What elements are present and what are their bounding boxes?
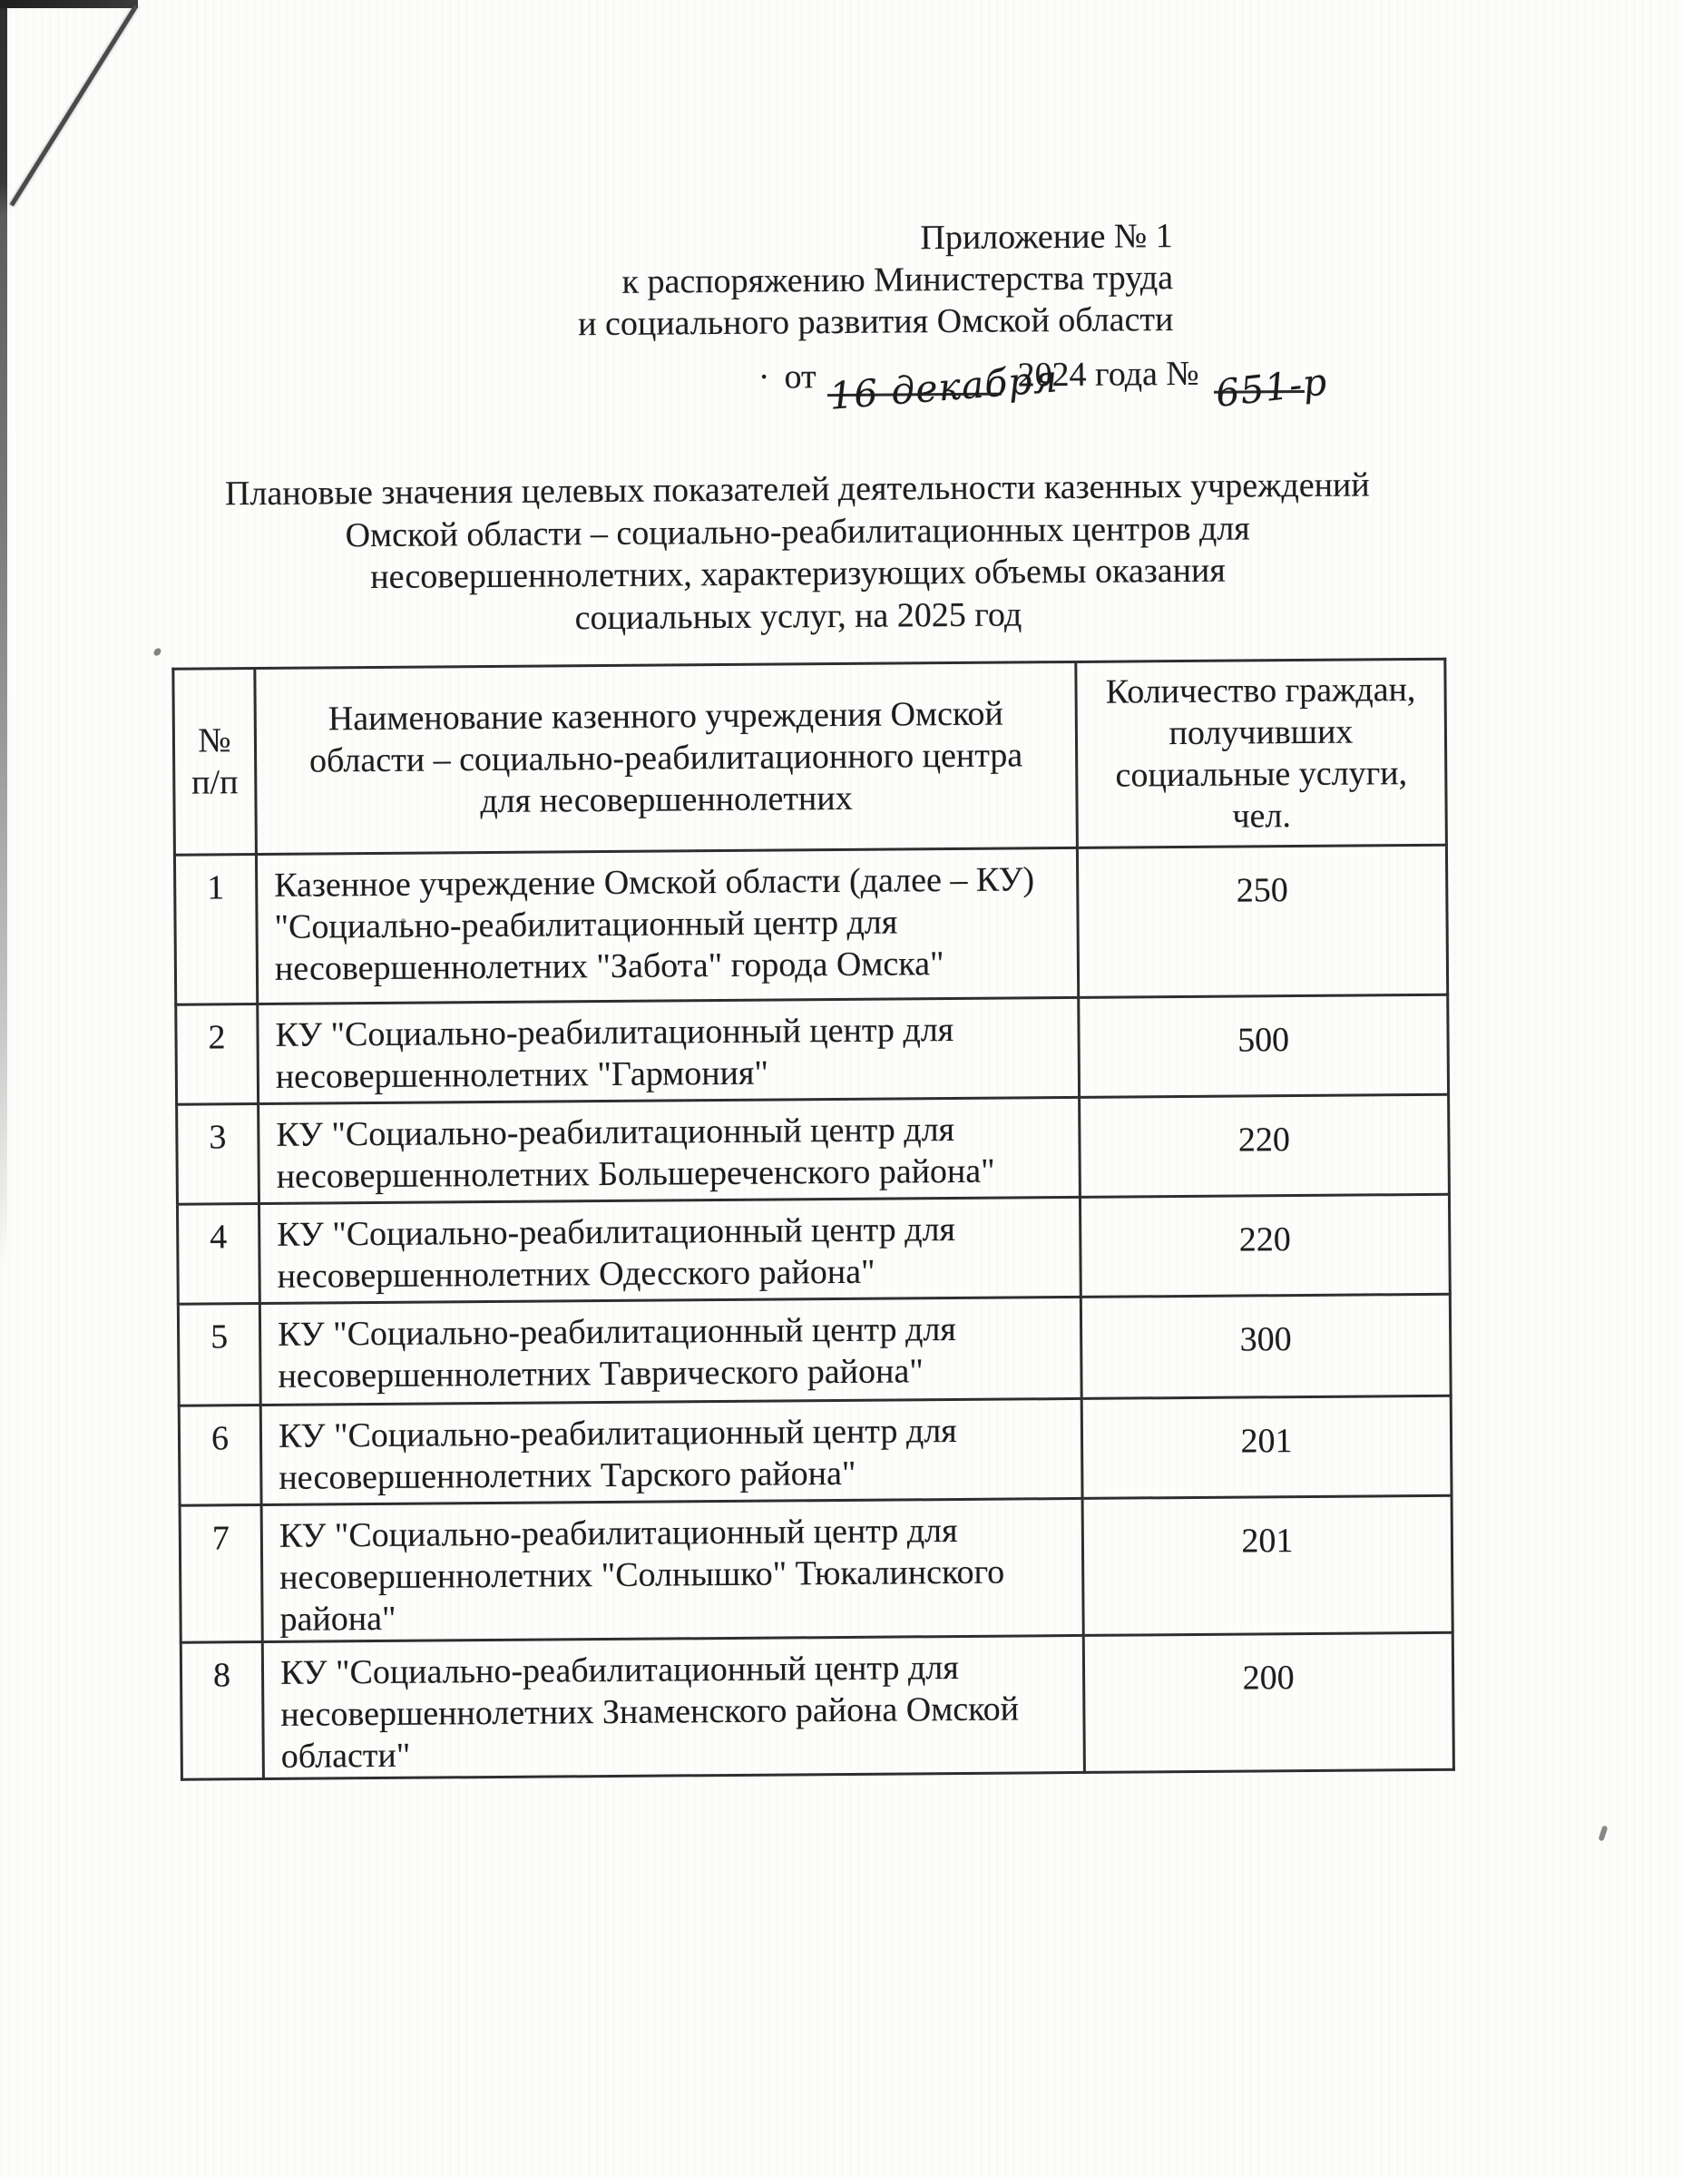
table-row [177,1194,1450,1304]
row-number: 7 [180,1505,262,1643]
citizens-count: 201 [1081,1396,1452,1498]
appendix-header-line-3: и социального развития Омской области [578,300,1174,344]
institution-name: КУ "Социально-реабилитационный центр для несовершеннолетних Большереченского района" [259,1097,1081,1203]
citizens-count: 200 [1083,1632,1453,1772]
column-header-citizens-count: Количество граждан, получивших социальные услуги, чел. [1076,659,1447,847]
row-number: 8 [181,1642,263,1780]
table-row [177,1094,1450,1204]
institution-name: КУ "Социально-реабилитационный центр для несовершеннолетних "Солнышко" Тюкалинского района" [261,1498,1083,1641]
row-number: 4 [177,1204,259,1305]
institution-name: КУ "Социально-реабилитационный центр для несовершеннолетних "Гармония" [258,997,1080,1103]
date-from-label: от [784,357,817,397]
row-number: 3 [177,1104,259,1205]
order-date-line [758,350,1330,418]
citizens-count: 500 [1079,994,1449,1097]
institution-name: КУ "Социально-реабилитационный центр для несовершеннолетних Тарского района" [260,1398,1082,1504]
document-title: Плановые значения целевых показателей деятельности казенных учреждений Омской области – социально-реабилитационных центров для несовершеннолетних, характеризующих объемы оказания социальных услуг, на 2025 год [224,465,1370,637]
column-header-number: № п/п [173,669,257,856]
handwritten-number-blank [1213,350,1330,416]
row-number: 6 [179,1405,261,1506]
table-row [179,1396,1452,1505]
indicators-table [171,658,1455,1781]
citizens-count: 220 [1080,1094,1450,1197]
table-row [181,1632,1453,1779]
table-row [174,845,1447,1004]
table-row [178,1294,1451,1405]
row-number: 1 [174,855,257,1005]
citizens-count: 201 [1082,1495,1452,1635]
table-row [176,994,1449,1104]
handwritten-date-blank [826,353,1060,418]
institution-name: КУ "Социально-реабилитационный центр для несовершеннолетних Таврического района" [259,1297,1081,1405]
appendix-header-line-1: Приложение № 1 [920,217,1173,258]
institution-name: КУ "Социально-реабилитационный центр для несовершеннолетних Знаменского района Омской области" [262,1635,1084,1778]
citizens-count: 300 [1081,1294,1451,1398]
institution-name: КУ "Социально-реабилитационный центр для несовершеннолетних Одесского района" [259,1197,1081,1303]
institution-name: Казенное учреждение Омской области (далее – КУ) "Социально-реабилитационный центр для несовершеннолетних "Забота" города Омска" [256,847,1078,1004]
appendix-header-line-2: к распоряжению Министерства труда [621,259,1174,301]
table-header-row [173,659,1447,855]
handwritten-order-number: 651-р [1213,359,1330,416]
date-year-label: 2024 года № [1017,354,1199,395]
handwritten-date: 16 декабря [827,357,1060,418]
row-number: 2 [176,1004,259,1105]
stray-dot-mark: · [758,357,770,397]
column-header-institution-name: Наименование казенного учреждения Омской области – социально-реабилитационного центра для несовершеннолетних [255,661,1078,854]
citizens-count: 220 [1080,1194,1450,1297]
citizens-count: 250 [1077,845,1447,997]
row-number: 5 [178,1304,260,1406]
table-row [180,1495,1452,1642]
appendix-header [577,215,1173,345]
